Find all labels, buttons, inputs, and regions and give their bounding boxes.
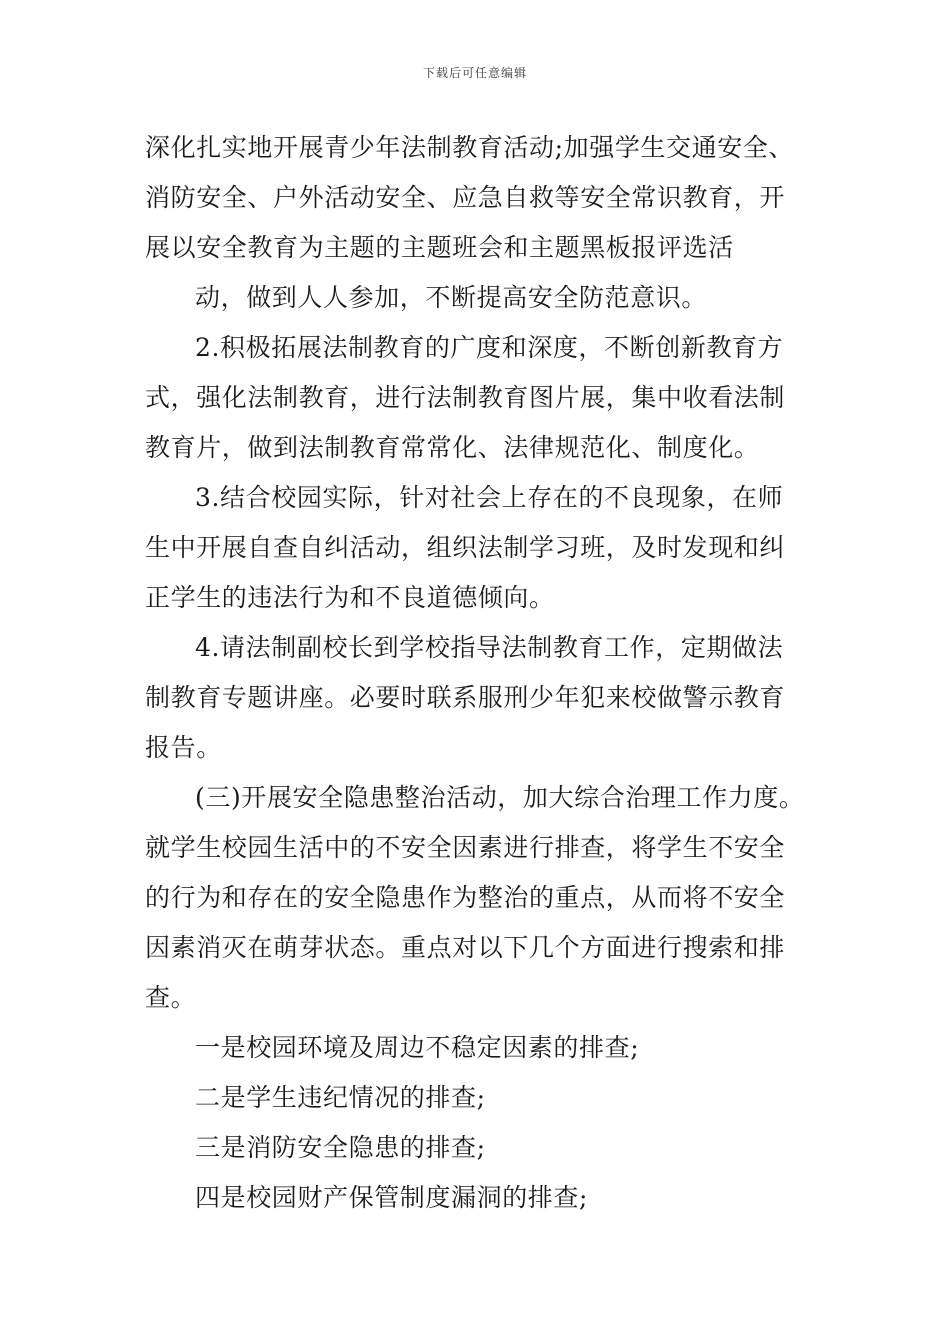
paragraph-line: 深化扎实地开展青少年法制教育活动;加强学生交通安全、	[145, 133, 795, 162]
paragraph-line: (三)开展安全隐患整治活动，加大综合治理工作力度。	[195, 783, 805, 812]
list-item: 四是校园财产保管制度漏洞的排查;	[195, 1183, 589, 1212]
paragraph-line: 4.请法制副校长到学校指导法制教育工作，定期做法	[195, 633, 784, 662]
paragraph-line: 就学生校园生活中的不安全因素进行排查，将学生不安全	[145, 833, 786, 862]
paragraph-line: 展以安全教育为主题的主题班会和主题黑板报评选活	[145, 233, 734, 262]
paragraph-line: 查。	[145, 983, 197, 1012]
paragraph-line: 生中开展自查自纠活动，组织法制学习班，及时发现和纠	[145, 533, 786, 562]
list-item: 二是学生违纪情况的排查;	[195, 1083, 486, 1112]
paragraph-line: 动，做到人人参加，不断提高安全防范意识。	[195, 283, 708, 312]
list-item: 一是校园环境及周边不稳定因素的排查;	[195, 1033, 640, 1062]
paragraph-line: 式，强化法制教育，进行法制教育图片展，集中收看法制	[145, 383, 786, 412]
paragraph-line: 2.积极拓展法制教育的广度和深度，不断创新教育方	[195, 333, 784, 362]
paragraph-line: 因素消灭在萌芽状态。重点对以下几个方面进行搜索和排	[145, 933, 786, 962]
page-header: 下载后可任意编辑	[422, 66, 527, 80]
paragraph-line: 制教育专题讲座。必要时联系服刑少年犯来校做警示教育	[145, 683, 786, 712]
paragraph-line: 教育片，做到法制教育常常化、法律规范化、制度化。	[145, 433, 760, 462]
paragraph-line: 报告。	[145, 733, 222, 762]
paragraph-line: 消防安全、户外活动安全、应急自救等安全常识教育，开	[145, 183, 786, 212]
list-item: 三是消防安全隐患的排查;	[195, 1133, 486, 1162]
paragraph-line: 的行为和存在的安全隐患作为整治的重点，从而将不安全	[145, 883, 786, 912]
paragraph-line: 正学生的违法行为和不良道德倾向。	[145, 583, 555, 612]
paragraph-line: 3.结合校园实际，针对社会上存在的不良现象，在师	[195, 483, 784, 512]
